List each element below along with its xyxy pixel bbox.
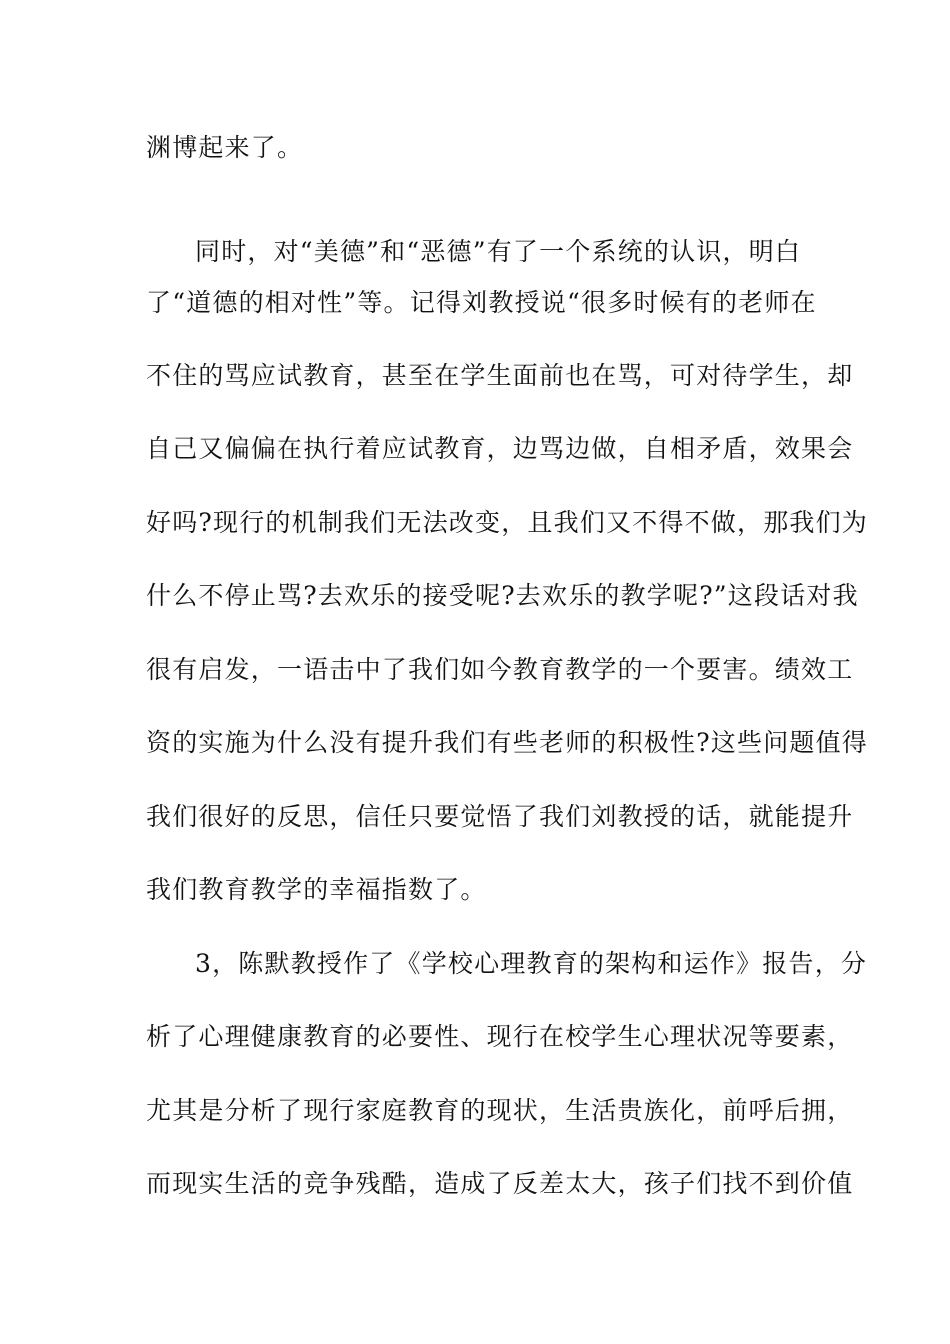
text-line: 好吗?现行的机制我们无法改变，且我们又不得不做，那我们为 [146,508,869,537]
text-line: 析了心理健康教育的必要性、现行在校学生心理状况等要素， [146,1022,854,1051]
text-line: 自己又偏偏在执行着应试教育，边骂边做，自相矛盾，效果会 [146,434,854,463]
text-line: 我们教育教学的幸福指数了。 [146,875,487,904]
text-line: 什么不停止骂?去欢乐的接受呢?去欢乐的教学呢?”这段话对我 [146,581,859,610]
text-line: 我们很好的反思，信任只要觉悟了我们刘教授的话，就能提升 [146,802,854,831]
text-line: 了“道德的相对性”等。记得刘教授说“很多时候有的老师在 [146,288,817,317]
paragraph-first-line: 同时，对“美德”和“恶德”有了一个系统的认识，明白 [195,237,802,266]
text-line: 渊博起来了。 [146,133,304,162]
text-line: 尤其是分析了现行家庭教育的现状，生活贵族化，前呼后拥， [146,1096,854,1125]
text-line: 资的实施为什么没有提升我们有些老师的积极性?这些问题值得 [146,728,869,757]
text-line: 不住的骂应试教育，甚至在学生面前也在骂，可对待学生，却 [146,361,854,390]
text-line: 而现实生活的竞争残酷，造成了反差太大，孩子们找不到价值 [146,1169,854,1198]
paragraph-first-line: 3，陈默教授作了《学校心理教育的架构和运作》报告，分 [195,949,868,978]
text-line: 很有启发，一语击中了我们如今教育教学的一个要害。绩效工 [146,655,854,684]
